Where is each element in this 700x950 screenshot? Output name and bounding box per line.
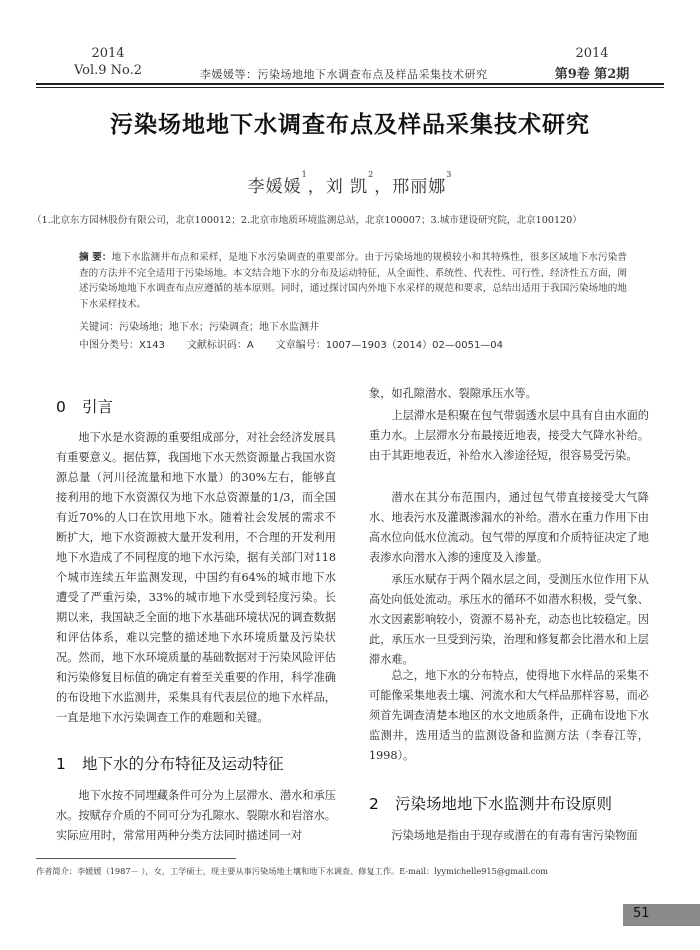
author-list xyxy=(0,172,700,197)
header-rule-thin xyxy=(36,87,664,88)
abstract-label: 摘 要： xyxy=(79,252,112,263)
continued-paragraph: 象，如孔隙潜水、裂隙承压水等。 xyxy=(369,387,537,400)
section-heading-intro xyxy=(56,395,113,417)
keywords-text: 污染场地；地下水；污染调查；地下水监测井 xyxy=(119,322,319,333)
summary-paragraph: 总之，地下水的分布特点，使得地下水样品的采集不可能像采集地表土壤、河流水和大气样品那样容易，而必须首先调查清楚本地区的水文地质条件，正确布设地下水监测井，选用适当的监测设备和监测方法（李春江等，1998）。 xyxy=(369,669,649,762)
section-number: 0 xyxy=(56,398,66,416)
author-affil-mark: 3 xyxy=(446,170,453,179)
intro-paragraph: 地下水是水资源的重要组成部分，对社会经济发展具有重要意义。据估算，我国地下水天然资源量占我国水资源总量（河川径流量和地下水量）的30%左右，能够直接利用的地下水资源仅为地下水总资源量的1/3，而全国有近70%的人口在饮用地下水。随着社会发展的需求不断扩大，地下水资源被大量开发利用，不合理的开发利用地下水造成了不同程度的地下水污染，据有关部门对118个城市连续五年监测发现，中国约有64%的城市地下水遭受了严重污染，33%的城市地下水受到轻度污染。长期以来，我国缺乏全面的地下水基础环境状况的调查数据和评估体系，难以完整的描述地下水环境质量及污染状况。然而，地下水环境质量的基础数据对于污染风险评估和污染修复目标值的确定有着至关重要的作用，科学准确的布设地下水监测井，采集具有代表层位的地下水样品，一直是地下水污染调查工作的难题和关键。 xyxy=(56,431,336,724)
section-heading-well-layout xyxy=(369,792,612,814)
confined-water-paragraph: 承压水赋存于两个隔水层之间，受测压水位作用下从高处向低处流动。承压水的循环不如潜水积极，受气象、水文因素影响较小，资源不易补充，动态也比较稳定。因此，承压水一旦受到污染，治理和修复都会比潜水和上层滞水难。 xyxy=(369,573,649,666)
abstract-text: 地下水监测井布点和采样，是地下水污染调查的重要部分。由于污染场地的规模较小和其特殊性，很多区域地下水污染普查的方法并不完全适用于污染场地。本文结合地下水的分布及运动特征，从全面性、系统性、代表性、可行性、经济性五方面，阐述污染场地地下水调查布点应遵循的基本原则。同时，通过探讨国内外地下水采样的规范和要求，总结出适用于我国污染场地的地下水采样技术。 xyxy=(79,252,628,310)
section1-paragraph: 地下水按不同埋藏条件可分为上层滞水、潜水和承压水。按赋存介质的不同可分为孔隙水、裂隙水和岩溶水。实际应用时，常常用两种分类方法同时描述同一对 xyxy=(56,789,336,842)
header-left-year: 2014 xyxy=(91,46,125,61)
abstract xyxy=(79,250,627,312)
section-heading-distribution xyxy=(56,752,284,774)
header-right-issue: 第9卷 第2期 xyxy=(554,67,630,82)
keywords-label: 关键词： xyxy=(79,322,119,333)
section-number: 2 xyxy=(369,795,379,813)
header-rule xyxy=(36,83,664,85)
phreatic-water-paragraph: 潜水在其分布范围内，通过包气带直接接受大气降水、地表污水及灌溉渗漏水的补给。潜水在重力作用下由高水位向低水位流动。包气带的厚度和介质特征决定了地表渗水向潜水入渗的速度及入渗量。 xyxy=(369,491,649,564)
author-affil-mark: 2 xyxy=(368,170,375,179)
section-title: 污染场地地下水监测井布设原则 xyxy=(395,795,613,813)
clc-number: 中图分类号：X143 xyxy=(79,340,165,351)
author-footnote: 作者简介：李媛媛（1987－ ），女，工学硕士，现主要从事污染场地土壤和地下水调查、修复工作。E-mail：lyymichelle915@gmail.com xyxy=(36,866,549,876)
section-number: 1 xyxy=(56,755,66,773)
author-separator: ， xyxy=(374,177,393,197)
header-left-volume: Vol.9 No.2 xyxy=(73,63,143,78)
author-affil-mark: 1 xyxy=(301,170,308,179)
section-title: 地下水的分布特征及运动特征 xyxy=(82,755,284,773)
author-name: 李媛媛 xyxy=(247,177,302,197)
author-name: 邢丽娜 xyxy=(392,177,447,197)
header-running-title: 李媛媛等：污染场地地下水调查布点及样品采集技术研究 xyxy=(200,68,488,81)
article-number: 文章编号：1007—1903（2014）02—0051—04 xyxy=(275,340,504,351)
section2-paragraph: 污染场地是指由于现存或潜在的有毒有害污染物面 xyxy=(391,829,638,842)
footnote-rule xyxy=(36,858,236,859)
paper-title: 污染场地地下水调查布点及样品采集技术研究 xyxy=(110,112,590,138)
perched-water-paragraph: 上层滞水是积聚在包气带弱透水层中具有自由水面的重力水。上层滞水分布最接近地表，接受大气降水补给。由于其距地表近，补给水入渗途径短，很容易受污染。 xyxy=(369,409,649,462)
classification-info xyxy=(79,336,639,351)
document-code: 文献标识码：A xyxy=(186,340,254,351)
author-separator: ， xyxy=(307,177,326,197)
author-name: 刘 凯 xyxy=(325,177,369,197)
affiliations: （1.北京东方园林股份有限公司，北京100012；2.北京市地质环境监测总站，北京100007；3.城市建设研究院，北京100120） xyxy=(32,215,582,226)
page-number: 51 xyxy=(633,906,650,921)
keywords xyxy=(79,318,627,333)
section-title: 引言 xyxy=(82,398,114,416)
header-right-year: 2014 xyxy=(575,46,609,61)
